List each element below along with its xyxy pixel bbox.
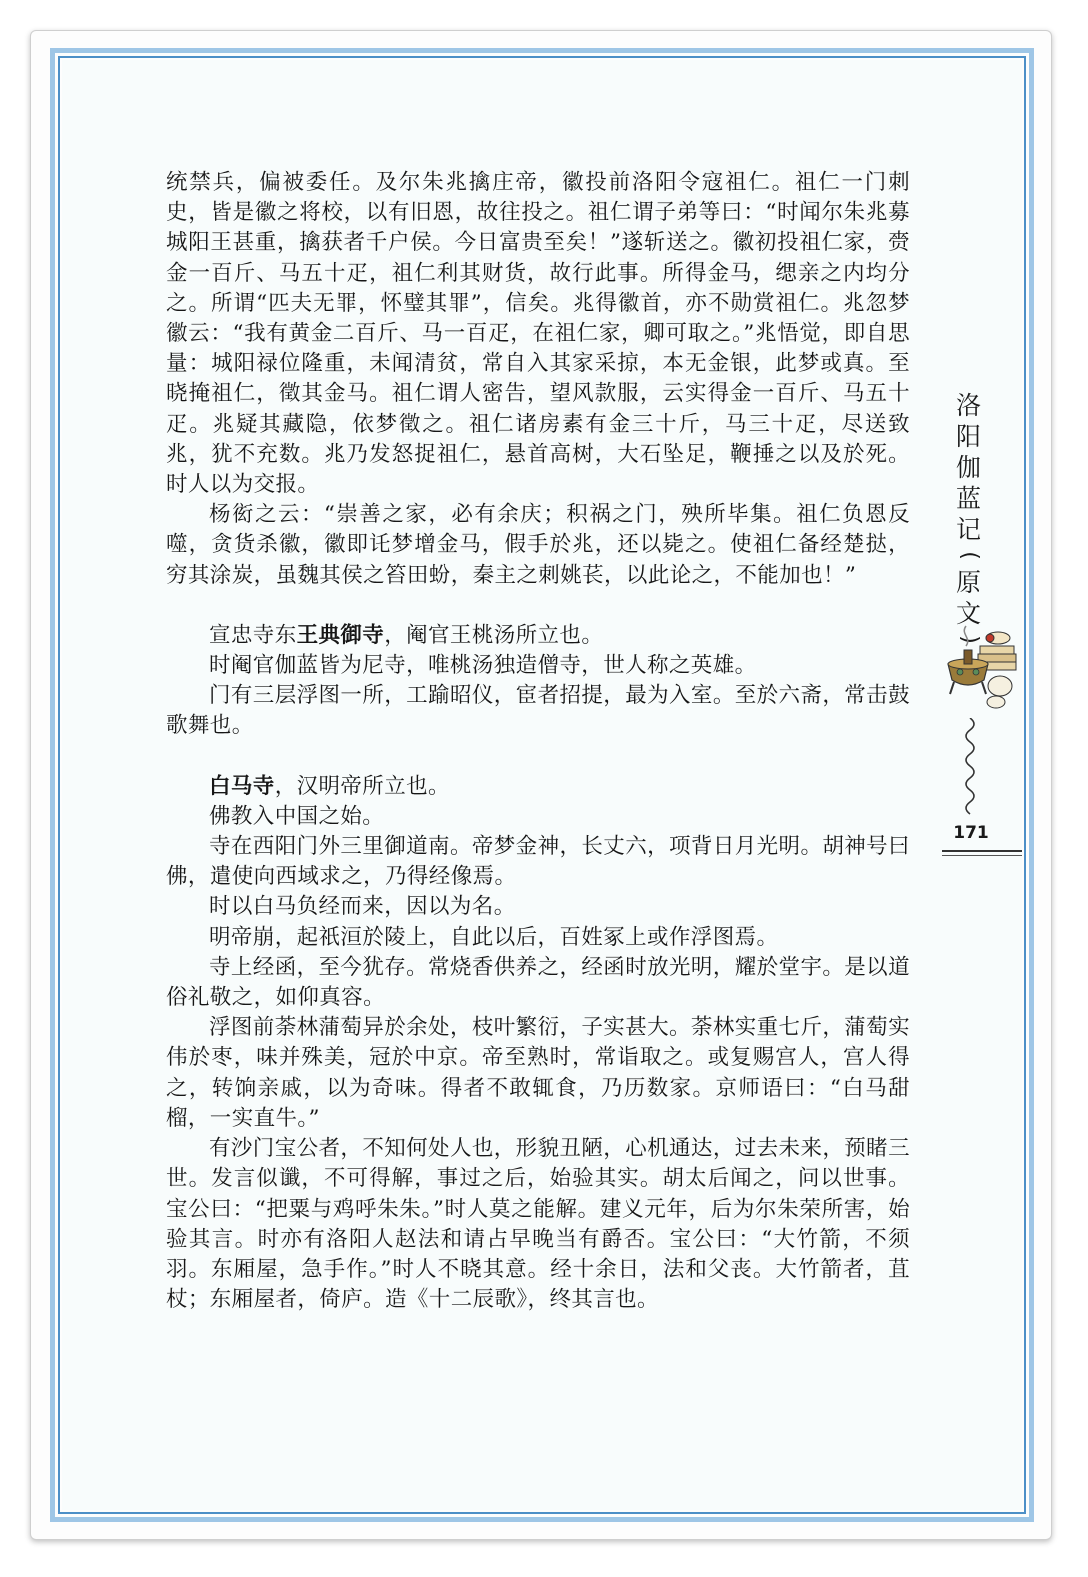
paragraph: 杨衒之云：“崇善之家，必有余庆；积祸之门，殃所毕集。祖仁负恩反噬，贪货杀徽，徽即讬梦增金马，假手於兆，还以毙之。使祖仁备经楚挞，穷其涂炭，虽魏其侯之笞田蚡，秦主之刺姚苌，以此论之，不能加也！” [166,502,910,588]
heading-prefix: 宣忠寺东 [209,622,297,648]
paragraph: 有沙门宝公者，不知何处人也，形貌丑陋，心机通达，过去未来，预睹三世。发言似谶，不可得解，事过之后，始验其实。胡太后闻之，问以世事。宝公曰：“把粟与鸡呼朱朱。”时人莫之能解。建义元年，后为尔朱荣所害，始验其言。时亦有洛阳人赵法和请占早晚当有爵否。宝公曰：“大竹箭，不须羽。东厢屋，急手作。”时人不晓其意。经十余日，法和父丧。大竹箭者，苴杖；东厢屋者，倚庐。造《十二辰歌》，终其言也。 [166,1136,910,1313]
page-number-rule [942,855,1022,856]
paragraph: 寺上经函，至今犹存。常烧香供养之，经函时放光明，耀於堂宇。是以道俗礼敬之，如仰真容。 [166,954,910,1011]
paragraph: 佛教入中国之始。 [209,803,385,829]
body-text [166,168,910,1315]
temple-name: 王典御寺 [296,622,385,648]
paragraph: 寺在西阳门外三里御道南。帝梦金神，长丈六，项背日月光明。胡神号曰佛，遣使向西域求之，乃得经像焉。 [166,834,910,890]
temple-name: 白马寺 [209,773,275,799]
title-char: 蓝 [955,484,982,513]
decorative-wave-line [958,718,982,818]
title-paren-close: ) [957,635,982,645]
section-heading-baima [166,772,910,802]
running-title [952,390,986,651]
title-paren-open: ( [957,551,982,561]
paragraph: 时以白马负经而来，因以为名。 [209,894,516,920]
heading-suffix: ，阉官王桃汤所立也。 [384,622,604,648]
title-char: 伽 [955,453,982,482]
paragraph: 明帝崩，起祇洹於陵上，自此以后，百姓冢上或作浮图焉。 [209,924,779,950]
section-gap [166,591,910,621]
censer-emblem-icon [940,620,1022,712]
page-number-rule [942,850,1022,852]
section-heading-wangdian [166,621,910,651]
title-char: 文 [955,599,982,628]
title-char: 阳 [955,422,982,451]
paragraph: 时阉官伽蓝皆为尼寺，唯桃汤独造僧寺，世人称之英雄。 [209,653,757,679]
title-char: 记 [955,515,982,544]
paragraph: 浮图前荼林蒲萄异於余处，枝叶繁衍，子实甚大。荼林实重七斤，蒲萄实伟於枣，味并殊美，冠於中京。帝至熟时，常诣取之。或复赐宫人，宫人得之，转饷亲戚，以为奇味。得者不敢辄食，乃历数家。京师语曰：“白马甜榴，一实直牛。” [166,1015,910,1131]
page-number: 171 [953,823,989,843]
title-char: 原 [955,568,982,597]
section-gap [166,742,910,772]
paragraph: 门有三层浮图一所，工踰昭仪，宦者招提，最为入室。至於六斋，常击鼓歌舞也。 [166,683,910,739]
paragraph: 统禁兵，偏被委任。及尔朱兆擒庄帝，徽投前洛阳令寇祖仁。祖仁一门刺史，皆是徽之将校，以有旧恩，故往投之。祖仁谓子弟等曰：“时闻尔朱兆募城阳王甚重，擒获者千户侯。今日富贵至矣！”遂斩送之。徽初投祖仁家，赍金一百斤、马五十疋，祖仁利其财货，故行此事。所得金马，缌亲之内均分之。所谓“匹夫无罪，怀璧其罪”，信矣。兆得徽首，亦不勋赏祖仁。兆忽梦徽云：“我有黄金二百斤、马一百疋，在祖仁家，卿可取之。”兆悟觉，即自思量：城阳禄位隆重，未闻清贫，常自入其家采掠，本无金银，此梦或真。至晓掩祖仁，徵其金马。祖仁谓人密告，望风款服，云实得金一百斤、马五十疋。兆疑其藏隐，依梦徵之。祖仁诸房素有金三十斤，马三十疋，尽送致兆，犹不充数。兆乃发怒捉祖仁，悬首高树，大石坠足，鞭捶之以及於死。时人以为交报。 [166,170,910,498]
heading-suffix: ，汉明帝所立也。 [274,773,450,799]
title-char: 洛 [955,391,982,420]
